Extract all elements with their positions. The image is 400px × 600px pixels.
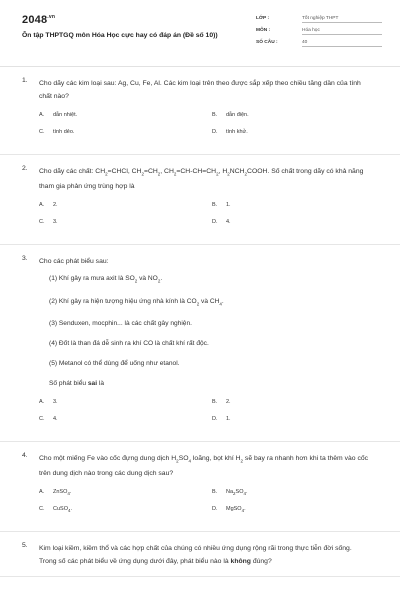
answer-option[interactable] (212, 506, 246, 513)
answer-option-letter: B. (212, 489, 218, 496)
answer-option-row (39, 416, 370, 433)
answer-option[interactable] (39, 219, 58, 225)
statement-item: Số phát biểu sai là (49, 379, 105, 387)
answer-option[interactable] (39, 129, 74, 135)
question-text: Kim loại kiềm, kiềm thổ và các hợp chất của chúng có nhiều ứng dụng rộng rãi trong thực tiễn đời sống. Trong số các phát biểu về ứng dụng dưới đây, phát biểu nào là không đúng? (39, 545, 352, 566)
answer-option-letter: A. (39, 489, 45, 496)
answer-option-letter: D. (212, 219, 218, 226)
meta-row-subject (256, 26, 382, 38)
answer-option[interactable] (212, 202, 231, 208)
answer-option[interactable] (39, 506, 72, 513)
meta-value: 40 (302, 40, 382, 47)
answer-option-text: 4. (226, 219, 231, 226)
answer-option-text: dẫn nhiệt. (53, 112, 78, 118)
document-header (22, 14, 382, 62)
statement-item: (5) Metanol có thể dùng để uống như etanol. (49, 359, 180, 367)
answer-options (39, 112, 370, 146)
answer-option-letter: C. (39, 415, 45, 422)
answer-option[interactable] (39, 202, 58, 208)
question-item (0, 245, 400, 442)
answer-option-letter: A. (39, 202, 45, 209)
answer-option-letter: B. (212, 202, 218, 209)
answer-option-row (39, 112, 370, 129)
answer-option-text: $Na_2SO_4$. (226, 489, 248, 497)
answer-option-letter: A. (39, 398, 45, 405)
answer-option[interactable] (39, 399, 58, 405)
document-meta (256, 14, 382, 50)
question-text: Cho các phát biểu sau: (39, 258, 109, 266)
question-number: 1. (22, 77, 28, 84)
answer-option[interactable] (39, 489, 71, 496)
answer-option[interactable] (212, 416, 231, 422)
answer-option-letter: D. (212, 506, 218, 513)
meta-label: MÔN : (256, 28, 271, 33)
question-number: 3. (22, 255, 28, 263)
document-title: Ôn tập THPTGQ môn Hóa Học cực hay có đáp án (Đề số 10)) (22, 32, 218, 39)
answer-option-text: 4. (53, 415, 58, 422)
question-list (0, 67, 400, 577)
answer-option[interactable] (212, 219, 231, 225)
answer-option-text: 1. (226, 202, 231, 209)
meta-value: Tốt nghiệp THPT (302, 16, 382, 23)
question-text: Cho một miếng Fe vào cốc đựng dung dịch $H_2SO_4$ loãng, bọt khí $H_2$ sẽ bay ra nhanh hơn khi ta thêm vào cốc trên dung dịch nào trong các dung dịch sau? (39, 454, 369, 478)
question-number: 2. (22, 165, 28, 172)
meta-label: SỐ CÂU : (256, 40, 278, 45)
question-item (0, 155, 400, 245)
answer-option-row (39, 506, 370, 523)
answer-option[interactable] (39, 416, 58, 422)
meta-row-class (256, 14, 382, 26)
answer-options (39, 489, 370, 523)
answer-option-text: 3. (53, 398, 58, 405)
statement-list (39, 274, 370, 388)
answer-option-letter: A. (39, 112, 45, 118)
answer-option[interactable] (212, 129, 248, 135)
answer-options (39, 202, 370, 236)
meta-label: LỚP : (256, 16, 270, 21)
answer-option-text: tính khử. (226, 129, 248, 135)
answer-option-row (39, 129, 370, 146)
answer-option-row (39, 399, 370, 416)
answer-option-letter: D. (212, 415, 218, 422)
statement-item: (4) Đốt là than đá dễ sinh ra khí CO là chất khí rất độc. (49, 339, 209, 347)
answer-option-row (39, 202, 370, 219)
question-item (0, 442, 400, 532)
question-item (0, 67, 400, 155)
answer-option[interactable] (212, 489, 248, 496)
statement-item: (3) Senduxen, mocphin... là các chất gây nghiện. (49, 319, 192, 327)
answer-option-text: MgSO$_4$. (226, 506, 246, 514)
question-text: Cho dãy các kim loại sau: Ag, Cu, Fe, Al. Các kim loại trên theo được sắp xếp theo chiều tăng dần của tính chất nào? (39, 80, 361, 100)
answer-option-text: 2. (53, 202, 58, 209)
answer-option-text: 3. (53, 219, 58, 226)
answer-option-letter: C. (39, 506, 45, 513)
meta-value: Hóa học (302, 28, 382, 35)
answer-option-letter: D. (212, 129, 218, 135)
answer-option-letter: C. (39, 129, 45, 135)
question-item (0, 532, 400, 577)
question-number: 4. (22, 451, 28, 459)
answer-option-text: CuSO$_4$. (53, 506, 73, 514)
statement-item: (1) Khí gây ra mưa axit là $SO_2$ và $NO_2$. (49, 275, 163, 284)
answer-options (39, 399, 370, 433)
answer-option-text: dẫn điện. (226, 112, 249, 118)
answer-option-letter: B. (212, 398, 218, 405)
answer-option-row (39, 489, 370, 506)
answer-option-text: 2. (226, 398, 231, 405)
answer-option[interactable] (39, 112, 77, 118)
question-number: 5. (22, 542, 28, 550)
answer-option-text: 1. (226, 415, 231, 422)
answer-option-row (39, 219, 370, 236)
logo-text: 2048 (22, 14, 48, 26)
meta-row-question-count (256, 38, 382, 50)
answer-option-letter: B. (212, 112, 218, 118)
answer-option[interactable] (212, 399, 231, 405)
answer-option[interactable] (212, 112, 249, 118)
site-logo[interactable] (22, 14, 55, 26)
answer-option-letter: C. (39, 219, 45, 226)
statement-item: (2) Khí gây ra hiện tượng hiệu ứng nhà kính là $CO_2$ và $CH_4$. (49, 297, 224, 306)
logo-suffix: .vn (47, 14, 56, 20)
answer-option-text: ZnSO$_4$. (53, 489, 72, 497)
answer-option-text: tính dẻo. (53, 129, 75, 135)
question-text: Cho dãy các chất: $CH_2=CHCl$, $CH_2=CH_2$, $CH_2=CH-CH=CH_2$, $H_2NCH_2COOH$. Số chất trong dãy có khả năng tham gia phản ứng trùng hợp là (39, 168, 364, 191)
